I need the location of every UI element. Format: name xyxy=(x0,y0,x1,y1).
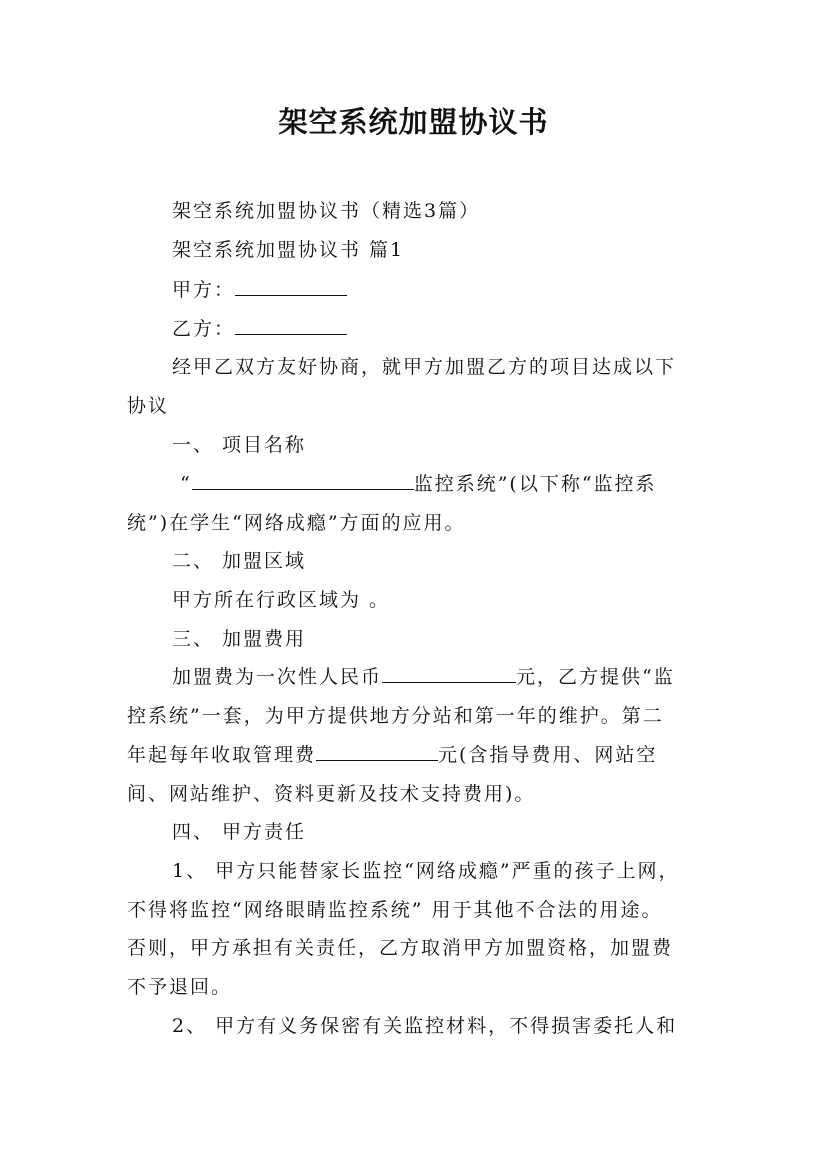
party-b-blank xyxy=(235,314,347,335)
paragraph-line: 2、 甲方有义务保密有关监控材料，不得损害委托人和 xyxy=(172,1015,678,1037)
paragraph-line: 1、 甲方只能替家长监控“网络成瘾”严重的孩子上网， xyxy=(172,860,680,882)
clause-heading: 四、 甲方责任 xyxy=(172,821,307,843)
paragraph-text: 监控系统”(以下称“监控系 xyxy=(413,473,657,495)
paragraph-text: 元(含指导费用、网站空 xyxy=(438,744,658,766)
project-name-blank xyxy=(192,469,414,490)
paragraph-text: 元，乙方提供“监 xyxy=(516,666,675,688)
document-title: 架空系统加盟协议书 xyxy=(278,105,549,139)
paragraph-line: 否则，甲方承担有关责任，乙方取消甲方加盟资格，加盟费 xyxy=(127,937,674,959)
party-a-line xyxy=(172,275,347,305)
paragraph-line xyxy=(127,740,657,770)
paragraph-text: 年起每年收取管理费 xyxy=(127,744,317,766)
paragraph-text: 加盟费为一次性人民币 xyxy=(172,666,383,688)
subtitle-line: 架空系统加盟协议书（精选3篇） xyxy=(172,200,481,222)
paragraph-line: 甲方所在行政区域为 。 xyxy=(172,589,391,611)
party-b-line xyxy=(172,314,347,344)
clause-heading: 三、 加盟费用 xyxy=(172,628,307,650)
clause-heading: 二、 加盟区域 xyxy=(172,550,307,572)
management-fee-blank xyxy=(316,740,438,761)
paragraph-line: 控系统”一套，为甲方提供地方分站和第一年的维护。第二 xyxy=(127,705,664,727)
paragraph-line: 不得将监控“网络眼睛监控系统” 用于其他不合法的用途。 xyxy=(127,899,663,921)
paragraph-line xyxy=(180,469,657,499)
paragraph-line: 间、网站维护、资料更新及技术支持费用)。 xyxy=(127,783,536,805)
party-b-label: 乙方： xyxy=(172,318,236,340)
paragraph-line: 不予退回。 xyxy=(127,976,233,998)
paragraph-line: 统”)在学生“网络成瘾”方面的应用。 xyxy=(127,512,466,534)
party-a-label: 甲方： xyxy=(172,279,236,301)
open-quote: “ xyxy=(180,473,192,495)
paragraph-line: 经甲乙双方友好协商，就甲方加盟乙方的项目达成以下 xyxy=(172,356,677,378)
paragraph-line xyxy=(172,662,675,692)
clause-heading: 一、 项目名称 xyxy=(172,434,307,456)
fee-blank xyxy=(382,662,516,683)
paragraph-line: 协议 xyxy=(127,395,170,417)
section-heading-line: 架空系统加盟协议书 篇1 xyxy=(172,239,405,261)
party-a-blank xyxy=(235,275,347,296)
